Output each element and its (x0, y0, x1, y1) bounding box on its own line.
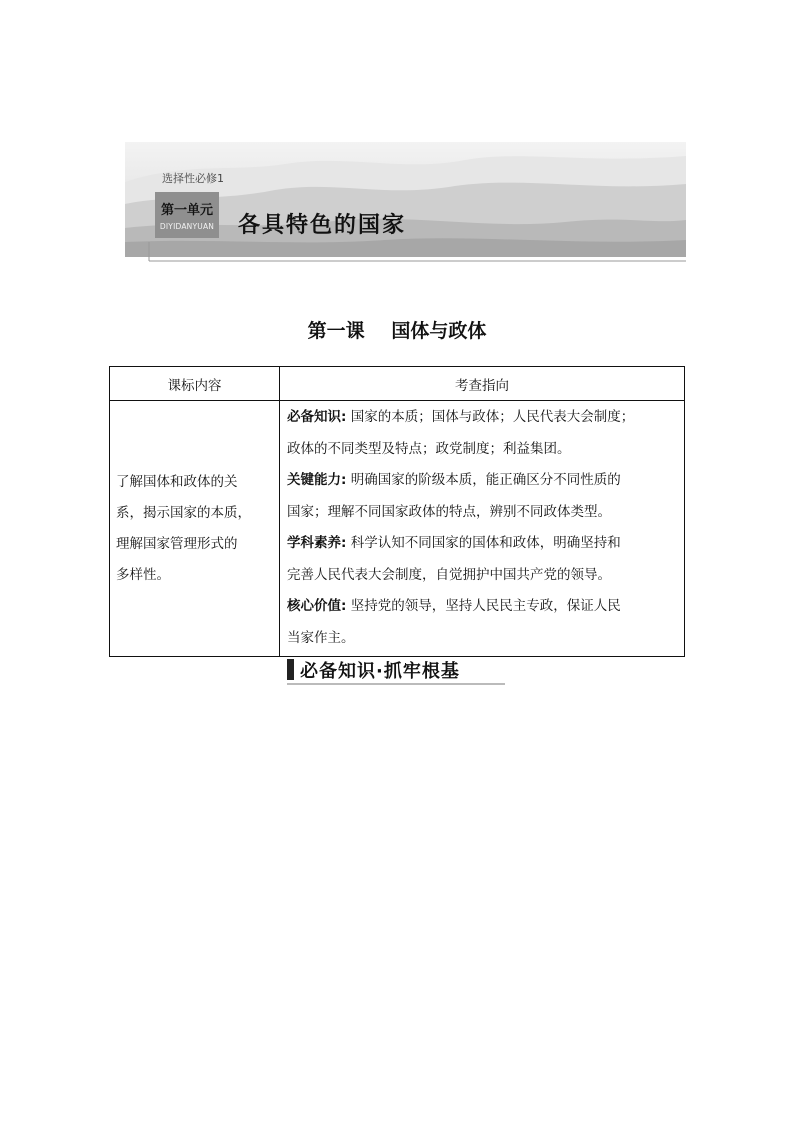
item-label-values: 核心价值: (287, 598, 347, 614)
header-standard: 课标内容 (110, 367, 280, 401)
item-label-ability: 关键能力: (287, 472, 347, 488)
focus-line (287, 591, 678, 623)
focus-line: 完善人民代表大会制度，自觉拥护中国共产党的领导。 (287, 566, 611, 583)
lesson-name: 国体与政体 (391, 320, 487, 342)
standard-cell (110, 401, 280, 657)
section-underline (287, 683, 505, 685)
standard-line: 理解国家管理形式的 (116, 535, 238, 552)
item-label-knowledge: 必备知识: (287, 409, 347, 425)
standard-line: 系，揭示国家的本质， (116, 504, 251, 521)
series-label: 选择性必修1 (162, 172, 224, 185)
table-header-row (110, 367, 685, 401)
unit-banner (125, 142, 686, 262)
table-row (110, 401, 685, 657)
section-heading-text: 必备知识·抓牢根基 (300, 661, 460, 682)
lesson-title (0, 316, 794, 343)
focus-line (287, 528, 678, 560)
curriculum-table (109, 366, 685, 657)
unit-number: 第一单元 (160, 203, 213, 218)
standard-line: 了解国体和政体的关 (116, 473, 238, 490)
focus-line (287, 465, 678, 497)
focus-cell (280, 401, 685, 657)
focus-line: 当家作主。 (287, 629, 355, 646)
item-text: 明确国家的阶级本质，能正确区分不同性质的 (346, 472, 621, 488)
focus-line (287, 402, 678, 434)
unit-badge (155, 192, 219, 238)
item-text: 科学认知不同国家的国体和政体，明确坚持和 (346, 535, 621, 551)
item-label-literacy: 学科素养: (287, 535, 347, 551)
section-heading (287, 656, 507, 686)
header-focus: 考查指向 (280, 367, 685, 401)
focus-line: 国家；理解不同国家政体的特点，辨别不同政体类型。 (287, 503, 611, 520)
lesson-number: 第一课 (307, 320, 365, 342)
standard-line: 多样性。 (116, 566, 170, 583)
unit-pinyin: DIYIDANYUAN (159, 222, 215, 231)
unit-title: 各具特色的国家 (238, 213, 407, 238)
section-bar-icon (287, 659, 294, 680)
item-text: 坚持党的领导，坚持人民民主专政，保证人民 (346, 598, 621, 614)
item-text: 国家的本质；国体与政体；人民代表大会制度； (346, 409, 635, 425)
focus-line: 政体的不同类型及特点；政党制度；利益集团。 (287, 440, 571, 457)
